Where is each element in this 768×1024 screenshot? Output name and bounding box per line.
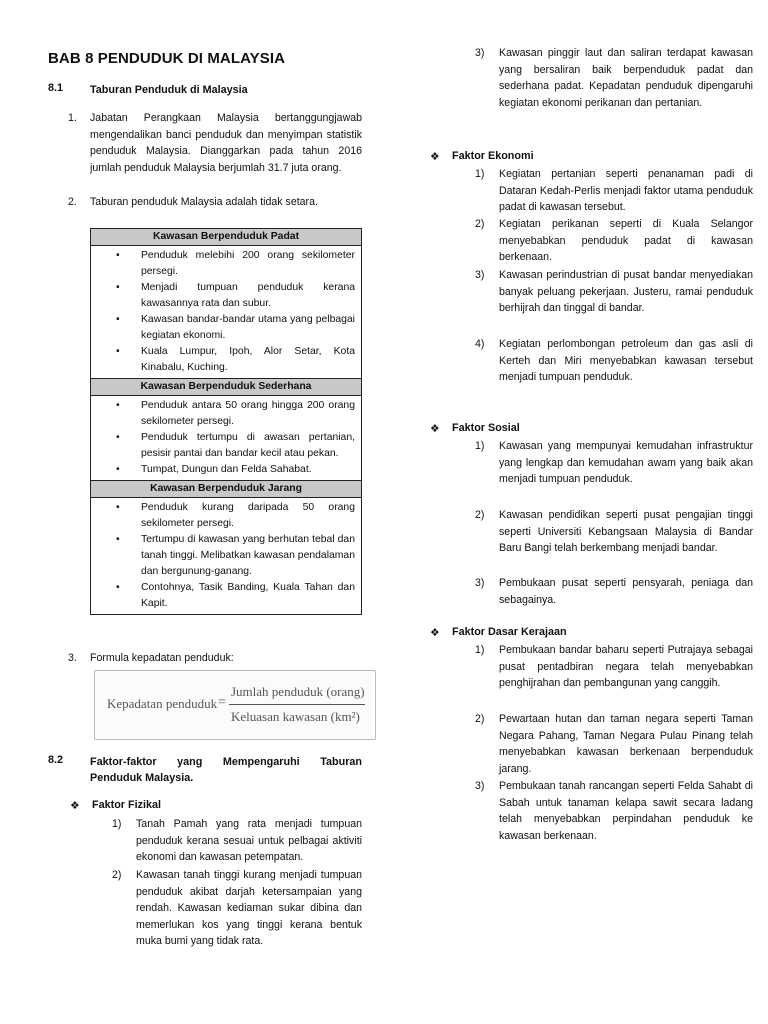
section-title: Faktor-faktor yang Mempengaruhi Taburan Penduduk Malaysia. bbox=[90, 756, 362, 784]
bullet-icon: • bbox=[116, 502, 120, 513]
item-number: 3. bbox=[68, 652, 77, 664]
list-item bbox=[475, 216, 753, 266]
bullet-icon: • bbox=[116, 582, 120, 593]
item-text: Kegiatan pertanian seperti penanaman padi di Dataran Kedah-Perlis menjadi faktor utama penduduk padat di kawasan tersebut. bbox=[499, 168, 753, 213]
density-formula bbox=[94, 670, 376, 740]
list-item bbox=[475, 778, 753, 862]
list-item: • Penduduk antara 50 orang hingga 200 orang sekilometer persegi. bbox=[116, 400, 355, 427]
list-item: • Penduduk kurang daripada 50 orang sekilometer persegi. bbox=[116, 502, 355, 529]
item-number: 2. bbox=[68, 196, 77, 208]
list-item bbox=[475, 166, 753, 216]
list-item: • Contohnya, Tasik Banding, Kuala Tahan dan Kapit. bbox=[116, 582, 355, 609]
formula-lhs: Kepadatan penduduk bbox=[107, 696, 218, 711]
section-8-2-heading bbox=[48, 754, 362, 788]
item-text: Pewartaan hutan dan taman negara seperti Taman Negara Pahang, Taman Negara Pulau Pinang telah menyebabkan kawasan berkenaan berpenduduk jarang. bbox=[499, 713, 753, 775]
formula-denominator: Keluasan kawasan (km²) bbox=[231, 709, 360, 724]
list-item: • Menjadi tumpuan penduduk kerana kawasannya rata dan subur. bbox=[116, 282, 355, 309]
list-item bbox=[475, 45, 753, 129]
factor-title: Faktor Ekonomi bbox=[452, 150, 534, 162]
population-density-table bbox=[90, 228, 362, 615]
section-number: 8.1 bbox=[48, 82, 64, 94]
item-number: 1) bbox=[112, 818, 122, 830]
diamond-bullet-icon: ❖ bbox=[430, 151, 440, 163]
list-item: • Kawasan bandar-bandar utama yang pelbagai kegiatan ekonomi. bbox=[116, 314, 355, 341]
bullet-icon: • bbox=[116, 314, 120, 325]
item-number: 1) bbox=[475, 168, 485, 180]
item-text: Pembukaan tanah rancangan seperti Felda Sahabt di Sabah untuk tanaman kelapa sawit secara ladang telah menyebabkan perpindahan penduduk ke kawasan berkenaan. bbox=[499, 780, 753, 842]
item-number: 3) bbox=[475, 577, 485, 589]
section-title: Taburan Penduduk di Malaysia bbox=[90, 84, 248, 96]
item-number: 1. bbox=[68, 112, 77, 124]
item-text: Kawasan pinggir laut dan saliran terdapat kawasan yang bersaliran baik berpenduduk padat dan sederhana padat. Kepadatan penduduk dipengaruhi kegiatan ekonomi perikanan dan pertanian. bbox=[499, 47, 753, 109]
list-item bbox=[475, 642, 753, 708]
bullet-icon: • bbox=[116, 250, 120, 261]
item-text: Pembukaan bandar baharu seperti Putrajaya sebagai pusat pentadbiran negara telah menyebabkan penghijrahan dan pembangunan yang canggih. bbox=[499, 644, 753, 689]
list-item: • Kuala Lumpur, Ipoh, Alor Setar, Kota Kinabalu, Kuching. bbox=[116, 346, 355, 373]
item-text: Kawasan tanah tinggi kurang menjadi tumpuan penduduk akibat darjah ketersampaian yang rendah. Kawasan kediaman sukar dibina dan memerlukan kos yang tinggi kerana bentuk muka bumi yang tidak rata. bbox=[136, 869, 362, 947]
item-text: Formula kepadatan penduduk: bbox=[90, 652, 234, 664]
item-text: Tanah Pamah yang rata menjadi tumpuan penduduk kerana sesuai untuk pelbagai aktiviti ekonomi dan kawasan petempatan. bbox=[136, 818, 362, 863]
item-text: Kawasan pendidikan seperti pusat pengajian tinggi seperti Universiti Kebangsaan Malaysia di Bandar Baru Bangi telah berkembang menjadi bandar. bbox=[499, 509, 753, 554]
bullet-icon: • bbox=[116, 464, 120, 475]
item-text: Kawasan perindustrian di pusat bandar menyediakan banyak peluang pekerjaan. Justeru, ramai penduduk berhijrah dan tinggal di bandar. bbox=[499, 269, 753, 314]
table-header-sparse: Kawasan Berpenduduk Jarang bbox=[91, 481, 362, 498]
list-item: • Tumpat, Dungun dan Felda Sahabat. bbox=[91, 462, 355, 478]
item-number: 2) bbox=[475, 509, 485, 521]
bullet-icon: • bbox=[116, 400, 120, 411]
item-text: Kegiatan perlombongan petroleum dan gas asli di Kerteh dan Miri menyebabkan kawasan tersebut menjadi tumpuan penduduk. bbox=[499, 338, 753, 383]
list-item bbox=[112, 816, 362, 866]
list-item bbox=[112, 867, 362, 967]
table-cell-moderate bbox=[91, 396, 362, 481]
formula-equals: = bbox=[218, 695, 226, 710]
item-text: Jabatan Perangkaan Malaysia bertanggungjawab mengendalikan banci penduduk dan menyimpan statistik penduduk Malaysia. Dianggarkan pada tahun 2016 jumlah penduduk Malaysia berjumlah 31.7 juta orang. bbox=[90, 112, 362, 174]
item-number: 1) bbox=[475, 644, 485, 656]
item-number: 3) bbox=[475, 47, 485, 59]
factor-title: Faktor Sosial bbox=[452, 422, 520, 434]
item-text: Kawasan yang mempunyai kemudahan infrastruktur yang lengkap dan kemudahan awam yang baik akan menjadi tumpuan penduduk. bbox=[499, 440, 753, 485]
item-text: Pembukaan pusat seperti pensyarah, peniaga dan sebagainya. bbox=[499, 577, 753, 606]
table-header-dense: Kawasan Berpenduduk Padat bbox=[91, 229, 362, 246]
list-item bbox=[475, 711, 753, 777]
list-item: • Penduduk melebihi 200 orang sekilometer persegi. bbox=[116, 250, 355, 277]
formula-numerator: Jumlah penduduk (orang) bbox=[231, 684, 365, 699]
list-item bbox=[48, 194, 362, 212]
section-number: 8.2 bbox=[48, 754, 64, 766]
factor-title: Faktor Fizikal bbox=[92, 799, 161, 811]
table-cell-dense bbox=[91, 246, 362, 379]
item-number: 4) bbox=[475, 338, 485, 350]
diamond-bullet-icon: ❖ bbox=[430, 423, 440, 435]
table-header-moderate: Kawasan Berpenduduk Sederhana bbox=[91, 379, 362, 396]
list-item: • Penduduk tertumpu di awasan pertanian, pesisir pantai dan bandar kecil atau pekan. bbox=[116, 432, 355, 459]
item-text: Taburan penduduk Malaysia adalah tidak setara. bbox=[90, 196, 318, 208]
diamond-bullet-icon: ❖ bbox=[70, 800, 80, 812]
item-number: 1) bbox=[475, 440, 485, 452]
list-item bbox=[48, 110, 362, 194]
table-cell-sparse bbox=[91, 498, 362, 615]
item-text: Kegiatan perikanan seperti di Kuala Selangor menyebabkan penduduk padat di kawasan berkenaan. bbox=[499, 218, 753, 263]
list-item: • Tertumpu di kawasan yang berhutan tebal dan tanah tinggi. Melibatkan kawasan pendalaman dan bergunung-ganang. bbox=[116, 534, 355, 577]
item-number: 2) bbox=[475, 218, 485, 230]
list-item bbox=[475, 267, 753, 333]
bullet-icon: • bbox=[116, 432, 120, 443]
bullet-icon: • bbox=[116, 282, 120, 293]
list-item bbox=[475, 575, 753, 609]
item-number: 3) bbox=[475, 780, 485, 792]
list-item bbox=[475, 438, 753, 504]
page-title: BAB 8 PENDUDUK DI MALAYSIA bbox=[48, 50, 286, 67]
item-number: 2) bbox=[475, 713, 485, 725]
item-number: 2) bbox=[112, 869, 122, 881]
bullet-icon: • bbox=[116, 346, 120, 357]
fraction-bar bbox=[229, 704, 365, 705]
diamond-bullet-icon: ❖ bbox=[430, 627, 440, 639]
factor-title: Faktor Dasar Kerajaan bbox=[452, 626, 567, 638]
list-item bbox=[48, 650, 362, 668]
bullet-icon: • bbox=[116, 534, 120, 545]
item-number: 3) bbox=[475, 269, 485, 281]
list-item bbox=[475, 336, 753, 402]
section-8-1-heading bbox=[48, 82, 362, 98]
list-item bbox=[475, 507, 753, 573]
